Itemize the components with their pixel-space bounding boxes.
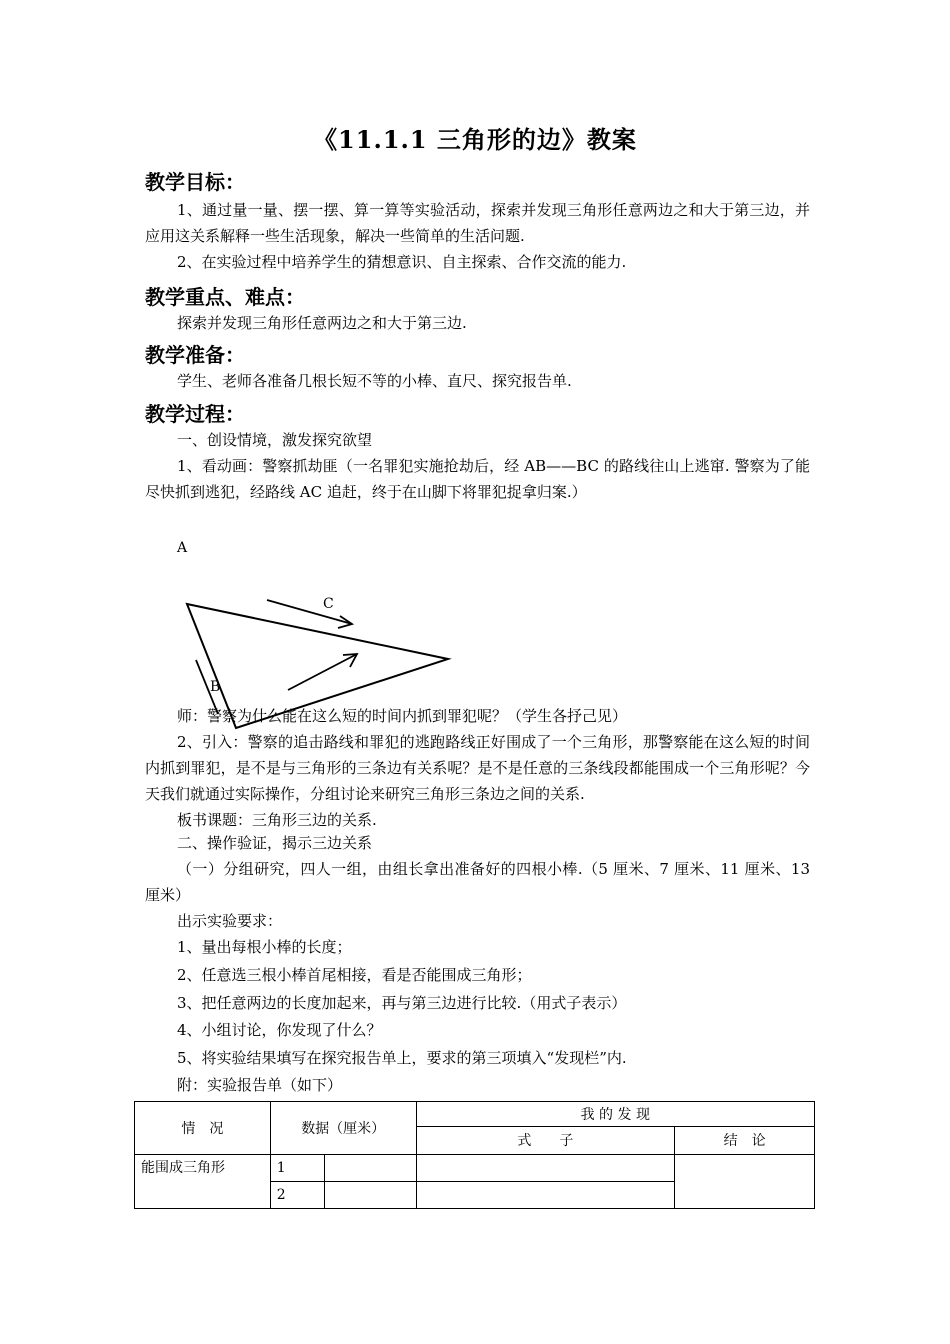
row-number-2: 2: [270, 1182, 324, 1209]
arrow-middle: [288, 654, 357, 690]
header-findings: 我 的 发 现: [416, 1102, 814, 1127]
key-points-text: 探索并发现三角形任意两边之和大于第三边.: [177, 314, 467, 332]
label-c: C: [323, 596, 334, 612]
board-title: 板书课题：三角形三边的关系.: [177, 811, 377, 829]
report-table: [134, 1101, 815, 1209]
goal-item-2: 2、在实验过程中培养学生的猜想意识、自主探索、合作交流的能力.: [177, 253, 627, 271]
intro-text: 2、引入：警察的追击路线和罪犯的逃跑路线正好围成了一个三角形，那警察能在这么短的时间内抓到罪犯，是不是与三角形的三条边有关系呢？是不是任意的三条线段都能围成一个三角形呢？今天我们就通过实际操作，分组讨论来研究三角形三条边之间的关系.: [145, 733, 810, 803]
requirement-5: 5、将实验结果填写在探究报告单上，要求的第三项填入“发现栏”内.: [177, 1049, 627, 1067]
formula-cell: [416, 1155, 675, 1182]
conclusion-cell: [675, 1155, 815, 1209]
group-text: （一）分组研究，四人一组，由组长拿出准备好的四根小棒.（5 厘米、7 厘米、11 厘米、13 厘米）: [145, 860, 810, 904]
page-title: 《11.1.1 三角形的边》教案: [313, 125, 637, 154]
row-number-1: 1: [270, 1155, 324, 1182]
requirement-1: 1、量出每根小棒的长度；: [177, 938, 352, 956]
arrow-upper: [267, 600, 352, 624]
header-situation: 情 况: [135, 1102, 271, 1155]
goals-heading: 教学目标：: [145, 170, 245, 194]
step1-text: 1、看动画：警察抓劫匪（一名罪犯实施抢劫后，经 AB——BC 的路线往山上逃窜. 警察为了能尽快抓到逃犯，经路线 AC 追赶，终于在山脚下将罪犯捉拿归案.）: [145, 457, 810, 501]
teacher-question: 师：警察为什么能在这么短的时间内抓到罪犯呢？（学生各抒己见）: [177, 707, 628, 725]
table-header-row: [135, 1102, 815, 1127]
goal-item-1: 1、通过量一量、摆一摆、算一算等实验活动，探索并发现三角形任意两边之和大于第三边，并应用这关系解释一些生活现象，解决一些简单的生活问题.: [145, 201, 810, 245]
data-cell: [324, 1182, 416, 1209]
row-label: 能围成三角形: [135, 1155, 271, 1209]
step2-title: 二、操作验证，揭示三边关系: [177, 834, 373, 852]
appendix: 附：实验报告单（如下）: [177, 1076, 343, 1094]
key-points-heading: 教学重点、难点：: [145, 285, 305, 309]
header-conclusion: 结 论: [675, 1126, 815, 1154]
header-data: 数据（厘米）: [270, 1102, 416, 1155]
table-row: [135, 1155, 815, 1182]
step1-title: 一、创设情境，激发探究欲望: [177, 431, 373, 449]
preparation-text: 学生、老师各准备几根长短不等的小棒、直尺、探究报告单.: [177, 372, 572, 390]
preparation-heading: 教学准备：: [145, 343, 245, 367]
process-heading: 教学过程：: [145, 402, 245, 426]
header-formula: 式 子: [416, 1126, 675, 1154]
label-a: A: [177, 540, 188, 556]
requirement-4: 4、小组讨论，你发现了什么？: [177, 1021, 382, 1039]
label-b: B: [210, 679, 221, 695]
requirements-title: 出示实验要求：: [177, 912, 283, 930]
requirement-2: 2、任意选三根小棒首尾相接，看是否能围成三角形；: [177, 966, 532, 984]
formula-cell: [416, 1182, 675, 1209]
requirement-3: 3、把任意两边的长度加起来，再与第三边进行比较.（用式子表示）: [177, 994, 627, 1012]
data-cell: [324, 1155, 416, 1182]
